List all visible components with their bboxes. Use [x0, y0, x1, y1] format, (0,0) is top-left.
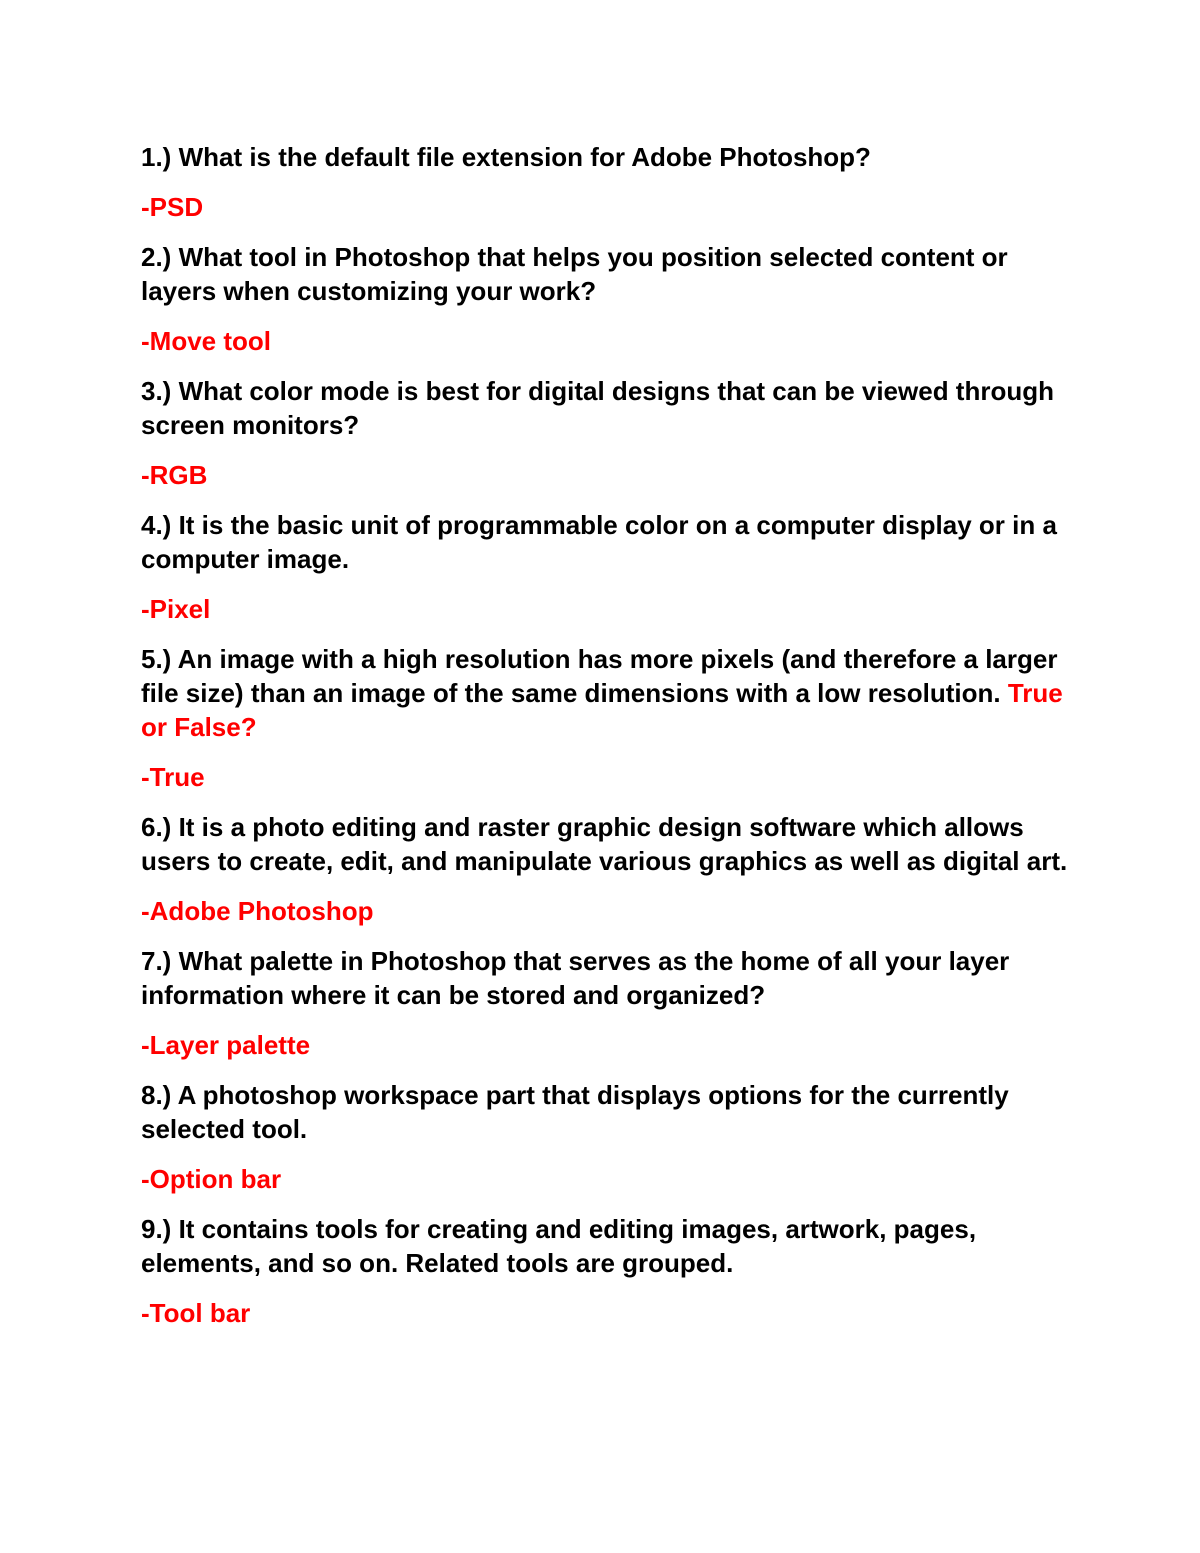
question-1: 1.) What is the default file extension for Adobe Photoshop? — [141, 142, 871, 172]
question-8: 8.) A photoshop workspace part that displays options for the currently selected tool. — [141, 1080, 1009, 1144]
answer-5: -True — [141, 762, 205, 792]
question-2: 2.) What tool in Photoshop that helps you position selected content or layers when customizing your work? — [141, 242, 1008, 306]
question-5-suffix: True or False? — [141, 678, 1063, 742]
answer-2: -Move tool — [141, 326, 271, 356]
quiz-content — [141, 140, 1081, 1346]
answer-9: -Tool bar — [141, 1298, 251, 1328]
question-7: 7.) What palette in Photoshop that serves as the home of all your layer information where it can be stored and organized? — [141, 946, 1010, 1010]
answer-3: -RGB — [141, 460, 208, 490]
answer-4: -Pixel — [141, 594, 211, 624]
answer-6: -Adobe Photoshop — [141, 896, 374, 926]
question-9: 9.) It contains tools for creating and editing images, artwork, pages, elements, and so on. Related tools are grouped. — [141, 1214, 977, 1278]
question-5-text: 5.) An image with a high resolution has more pixels (and therefore a larger file size) than an image of the same dimensions with a low resolution. — [141, 644, 1058, 708]
question-4: 4.) It is the basic unit of programmable color on a computer display or in a computer image. — [141, 510, 1057, 574]
answer-1: -PSD — [141, 192, 204, 222]
question-6: 6.) It is a photo editing and raster graphic design software which allows users to create, edit, and manipulate various graphics as well as digital art. — [141, 812, 1068, 876]
question-5 — [141, 642, 1081, 744]
answer-7: -Layer palette — [141, 1030, 311, 1060]
question-3: 3.) What color mode is best for digital designs that can be viewed through screen monitors? — [141, 376, 1054, 440]
answer-8: -Option bar — [141, 1164, 282, 1194]
